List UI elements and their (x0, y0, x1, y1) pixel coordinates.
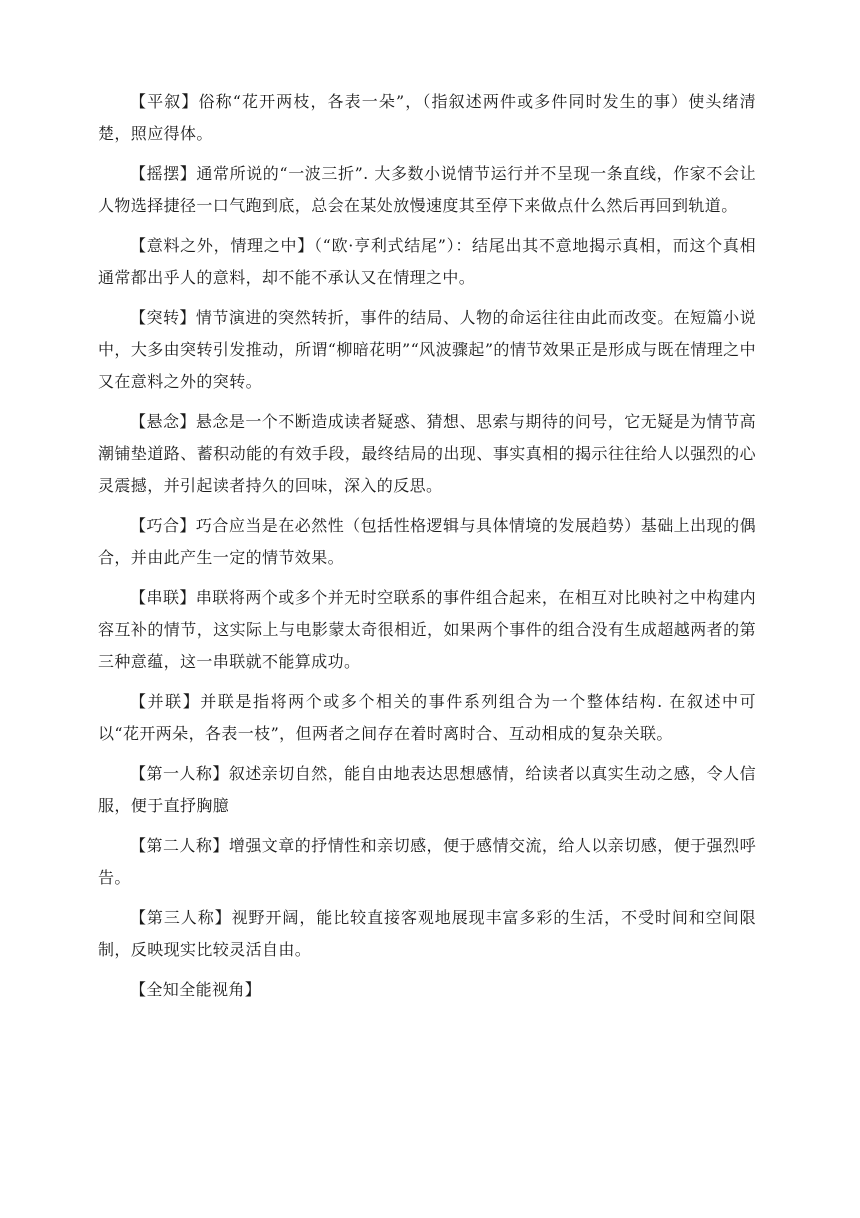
paragraph-yaobai (98, 158, 756, 222)
term-label: 【意料之外，情理之中】 (130, 236, 314, 255)
term-label: 【悬念】 (130, 412, 196, 431)
paragraph-text: 巧合应当是在必然性（包括性格逻辑与具体情境的发展趋势）基础上出现的偶合，并由此产生一定的情节效果。 (98, 516, 756, 567)
paragraph-text: 视野开阔，能比较直接客观地展现丰富多彩的生活，不受时间和空间限制，反映现实比较灵活自由。 (98, 908, 756, 959)
term-label: 【并联】 (130, 692, 201, 711)
paragraph-yiliao (98, 230, 756, 294)
paragraph-pingxu (98, 86, 756, 150)
term-label: 【巧合】 (130, 516, 196, 535)
paragraph-text: 并联是指将两个或多个相关的事件系列组合为一个整体结构. 在叙述中可以“花开两朵，各表一枝”，但两者之间存在着时离时合、互动相成的复杂关联。 (98, 692, 756, 743)
paragraph-text: 通常所说的“一波三折”. 大多数小说情节运行并不呈现一条直线，作家不会让人物选择捷径一口气跑到底，总会在某处放慢速度其至停下来做点什么然后再回到轨道。 (98, 164, 756, 215)
paragraph-text: （“欧·亨利式结尾”）：结尾出其不意地揭示真相，而这个真相通常都出乎人的意料，却不能不承认又在情理之中。 (98, 236, 757, 287)
paragraph-tuzhuan (98, 302, 756, 398)
paragraph-text: 俗称“花开两枝，各表一朵”，（指叙述两件或多件同时发生的事）使头绪清楚，照应得体。 (98, 92, 756, 143)
term-label: 【摇摆】 (130, 164, 197, 183)
paragraph-first-person (98, 758, 756, 822)
paragraph-text: 叙述亲切自然，能自由地表达思想感情，给读者以真实生动之感，令人信服，便于直抒胸臆 (98, 764, 756, 815)
term-label: 【第一人称】 (130, 764, 229, 783)
term-label: 【第二人称】 (130, 836, 229, 855)
paragraph-chuanlian (98, 582, 756, 678)
paragraph-third-person (98, 902, 756, 966)
paragraph-binglian (98, 686, 756, 750)
paragraph-xuannian (98, 406, 756, 502)
paragraph-second-person (98, 830, 756, 894)
term-label: 【平叙】 (130, 92, 199, 111)
document-body (98, 86, 756, 1014)
paragraph-text: 串联将两个或多个并无时空联系的事件组合起来，在相互对比映衬之中构建内容互补的情节，这实际上与电影蒙太奇很相近，如果两个事件的组合没有生成超越两者的第三种意蕴，这一串联就不能算成功。 (98, 588, 756, 671)
paragraph-text: 增强文章的抒情性和亲切感，便于感情交流，给人以亲切感，便于强烈呼告。 (98, 836, 756, 887)
paragraph-text: 情节演进的突然转折，事件的结局、人物的命运往往由此而改变。在短篇小说中，大多由突转引发推动，所谓“柳暗花明”“风波骤起”的情节效果正是形成与既在情理之中又在意料之外的突转。 (98, 308, 756, 391)
term-label: 【突转】 (130, 308, 196, 327)
paragraph-text: 悬念是一个不断造成读者疑惑、猜想、思索与期待的问号，它无疑是为情节高潮铺垫道路、蓄积动能的有效手段，最终结局的出现、事实真相的揭示往往给人以强烈的心灵震撼，并引起读者持久的回味，深入的反思。 (98, 412, 756, 495)
term-label: 【第三人称】 (130, 908, 232, 927)
term-label: 【全知全能视角】 (130, 980, 262, 999)
paragraph-omniscient (98, 974, 756, 1006)
term-label: 【串联】 (130, 588, 196, 607)
paragraph-qiaohe (98, 510, 756, 574)
